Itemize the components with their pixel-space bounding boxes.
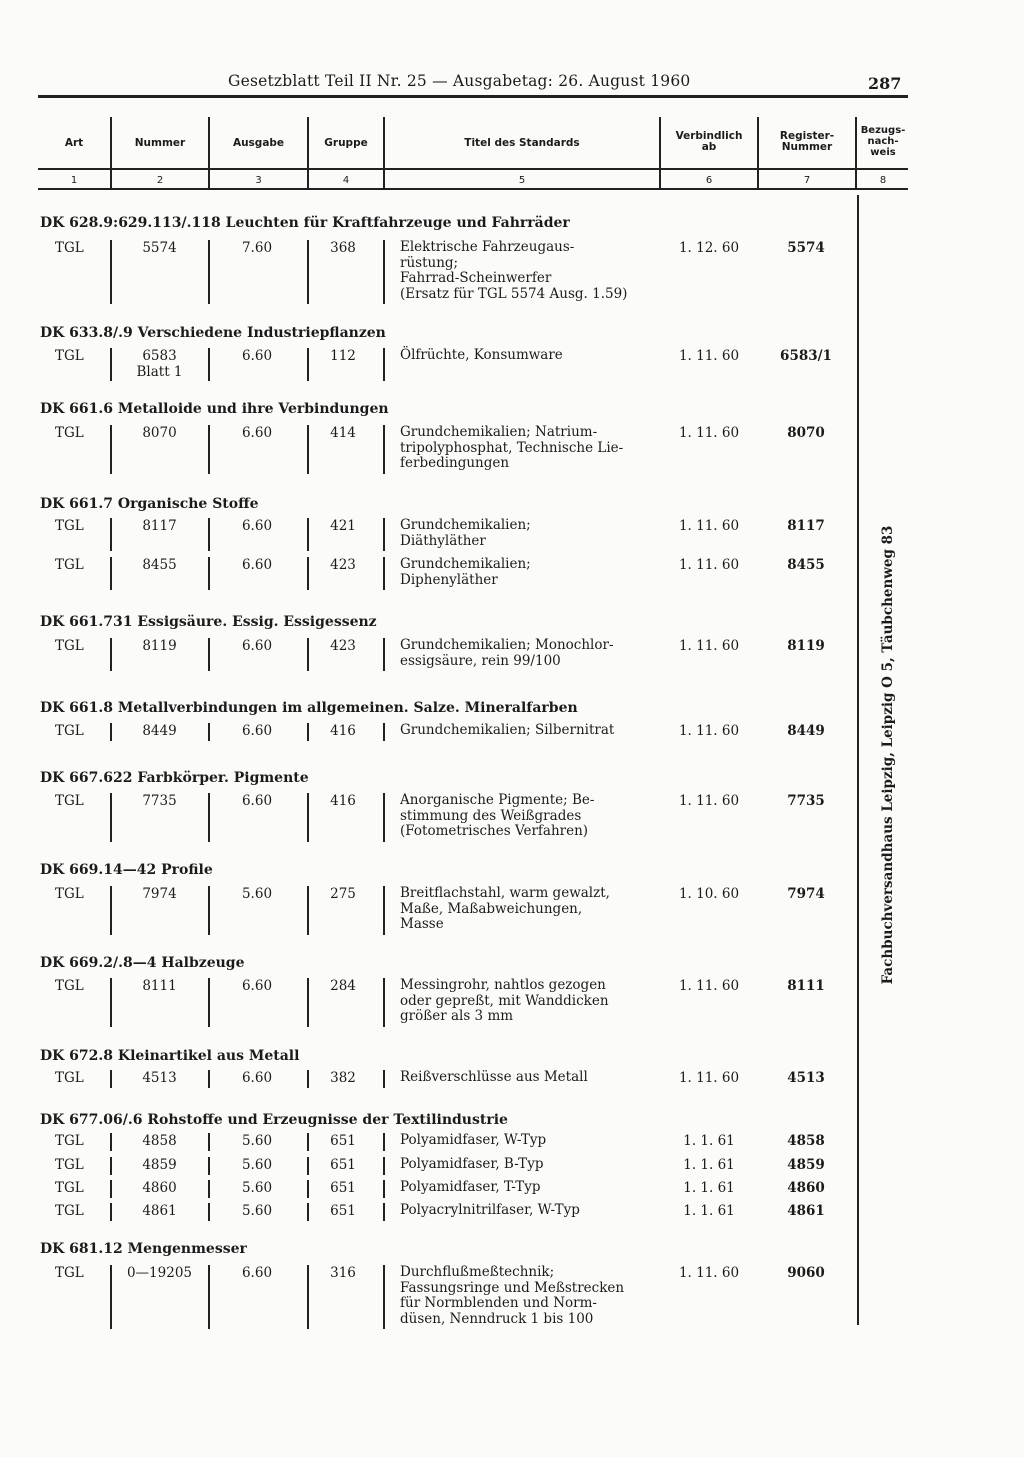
cell-verbindlich: 1. 12. 60 — [678, 240, 740, 256]
section-heading: DK 667.622 Farbkörper. Pigmente — [40, 770, 309, 786]
cell-gruppe: 651 — [330, 1203, 356, 1219]
cell-nummer: 4860 — [142, 1180, 177, 1196]
cell-gruppe: 112 — [330, 348, 356, 364]
cell-verbindlich: 1. 11. 60 — [678, 1070, 740, 1086]
column-bar — [307, 1180, 309, 1198]
cell-gruppe: 423 — [330, 638, 356, 654]
cell-nummer: 4513 — [142, 1070, 177, 1086]
cell-titel-line: Reißverschlüsse aus Metall — [400, 1069, 588, 1085]
cell-verbindlich: 1. 11. 60 — [678, 723, 740, 739]
cell-verbindlich: 1. 11. 60 — [678, 425, 740, 441]
column-bar — [208, 1133, 210, 1151]
cell-art: TGL — [55, 886, 84, 902]
column-bar — [383, 1203, 385, 1221]
col-header-gruppe: Gruppe — [324, 137, 368, 149]
cell-gruppe: 651 — [330, 1180, 356, 1196]
cell-titel-line: Polyamidfaser, T-Typ — [400, 1179, 541, 1195]
column-bar — [307, 557, 309, 590]
cell-ausgabe: 6.60 — [241, 638, 273, 654]
cell-verbindlich: 1. 1. 61 — [683, 1133, 735, 1149]
cell-titel-line: Grundchemikalien; — [400, 556, 531, 572]
cell-art: TGL — [55, 638, 84, 654]
cell-nummer: 8449 — [142, 723, 177, 739]
cell-register: 4860 — [787, 1180, 825, 1196]
section-heading: DK 661.731 Essigsäure. Essig. Essigessenz — [40, 614, 377, 630]
col-number: 2 — [156, 175, 164, 186]
column-bar — [383, 1180, 385, 1198]
column-bar — [307, 723, 309, 741]
column-bar — [307, 1203, 309, 1221]
cell-verbindlich: 1. 1. 61 — [683, 1157, 735, 1173]
cell-gruppe: 423 — [330, 557, 356, 573]
table-row — [0, 517, 860, 549]
cell-art: TGL — [55, 518, 84, 534]
cell-gruppe: 416 — [330, 723, 356, 739]
cell-nummer: 7974 — [142, 886, 177, 902]
section-heading: DK 661.8 Metallverbindungen im allgemeinen. Salze. Mineralfarben — [40, 700, 578, 716]
column-bar — [307, 425, 309, 474]
column-bar — [110, 978, 112, 1027]
column-bar — [307, 1157, 309, 1175]
column-bar — [110, 1203, 112, 1221]
column-bar — [208, 723, 210, 741]
cell-register: 4858 — [787, 1133, 825, 1149]
cell-titel-line: Durchflußmeßtechnik; — [400, 1264, 555, 1280]
cell-art: TGL — [55, 1070, 84, 1086]
column-bar — [307, 518, 309, 551]
cell-titel-line: Ölfrüchte, Konsumware — [400, 347, 563, 363]
cell-gruppe: 368 — [330, 240, 356, 256]
cell-titel-line: essigsäure, rein 99/100 — [400, 652, 561, 669]
col-header-ausgabe: Ausgabe — [232, 137, 285, 149]
col-number: 7 — [803, 175, 811, 186]
column-bar — [383, 1265, 385, 1329]
cell-gruppe: 414 — [330, 425, 356, 441]
cell-titel-line: größer als 3 mm — [400, 1008, 514, 1024]
column-bar — [383, 723, 385, 741]
cell-nummer: 0—19205 — [126, 1265, 193, 1281]
cell-titel-line: düsen, Nenndruck 1 bis 100 — [400, 1310, 594, 1327]
section-heading: DK 681.12 Mengenmesser — [40, 1241, 247, 1257]
cell-verbindlich: 1. 1. 61 — [683, 1180, 735, 1196]
column-bar — [383, 557, 385, 590]
cell-titel-line: stimmung des Weißgrades — [400, 807, 582, 824]
table-row — [0, 1070, 860, 1088]
column-bar — [208, 978, 210, 1027]
column-bar — [383, 1133, 385, 1151]
cell-titel-line: (Ersatz für TGL 5574 Ausg. 1.59) — [400, 285, 628, 302]
cell-gruppe: 651 — [330, 1157, 356, 1173]
cell-register: 8119 — [787, 638, 825, 654]
table-row — [0, 792, 860, 839]
cell-register: 8070 — [787, 425, 825, 441]
column-bar — [208, 1265, 210, 1329]
col-number: 5 — [518, 175, 526, 186]
cell-titel-line: Grundchemikalien; Monochlor- — [400, 637, 614, 653]
table-row — [0, 239, 860, 302]
col-number: 3 — [255, 175, 262, 186]
cell-titel-line: Polyacrylnitrilfaser, W-Typ — [400, 1202, 580, 1218]
cell-nummer: 5574 — [142, 240, 177, 256]
cell-art: TGL — [55, 1157, 84, 1173]
col-header-verbindlich: Verbindlich ab — [675, 130, 743, 153]
cell-ausgabe: 6.60 — [241, 348, 273, 364]
cell-register: 6583/1 — [780, 348, 832, 364]
cell-ausgabe: 6.60 — [241, 425, 273, 441]
cell-ausgabe: 6.60 — [241, 557, 273, 573]
cell-ausgabe: 5.60 — [241, 1203, 273, 1219]
col-header-bezug: Bezugs-nach-weis — [860, 125, 906, 158]
bezugsnachweis-text: Fachbuchversandhaus Leipzig, Leipzig O 5, Täubchenweg 83 — [880, 525, 896, 985]
cell-register: 8111 — [787, 978, 825, 994]
cell-gruppe: 284 — [330, 978, 356, 994]
cell-nummer: 8455 — [142, 557, 177, 573]
column-bar — [110, 1265, 112, 1329]
column-bar — [110, 638, 112, 671]
column-bar — [208, 1180, 210, 1198]
column-bar — [307, 978, 309, 1027]
cell-gruppe: 316 — [330, 1265, 356, 1281]
cell-ausgabe: 7.60 — [241, 240, 273, 256]
cell-art: TGL — [55, 557, 84, 573]
column-bar — [110, 557, 112, 590]
column-bar — [383, 978, 385, 1027]
cell-titel-line: Grundchemikalien; — [400, 517, 531, 533]
column-bar — [110, 1157, 112, 1175]
section-heading: DK 633.8/.9 Verschiedene Industriepflanzen — [40, 325, 386, 341]
col-number: 1 — [70, 175, 78, 186]
column-bar — [383, 638, 385, 671]
column-bar — [307, 1070, 309, 1088]
column-bar — [383, 1070, 385, 1088]
column-bar — [110, 886, 112, 935]
cell-art: TGL — [55, 1133, 84, 1149]
column-bar — [208, 518, 210, 551]
table-row — [0, 1264, 860, 1327]
col-header-nummer: Nummer — [134, 137, 186, 149]
cell-titel-line: rüstung; — [400, 254, 459, 271]
cell-register: 9060 — [787, 1265, 825, 1281]
cell-ausgabe: 6.60 — [241, 723, 273, 739]
cell-gruppe: 421 — [330, 518, 356, 534]
cell-titel-line: Grundchemikalien; Natrium- — [400, 424, 598, 440]
table-row — [0, 977, 860, 1024]
cell-art: TGL — [55, 793, 84, 809]
cell-ausgabe: 5.60 — [241, 1157, 273, 1173]
table-row — [0, 885, 860, 932]
column-bar — [383, 886, 385, 935]
cell-gruppe: 275 — [330, 886, 356, 902]
section-heading: DK 661.7 Organische Stoffe — [40, 496, 259, 512]
cell-ausgabe: 5.60 — [241, 1180, 273, 1196]
cell-verbindlich: 1. 11. 60 — [678, 1265, 740, 1281]
cell-register: 4859 — [787, 1157, 825, 1173]
col-header-art: Art — [64, 137, 84, 149]
col-header-titel: Titel des Standards — [464, 137, 580, 149]
cell-art: TGL — [55, 1203, 84, 1219]
column-bar — [110, 518, 112, 551]
cell-art: TGL — [55, 978, 84, 994]
cell-titel-line: Masse — [400, 916, 444, 932]
cell-ausgabe: 6.60 — [241, 1265, 273, 1281]
table-row — [0, 347, 860, 380]
cell-ausgabe: 6.60 — [241, 793, 273, 809]
col-number: 8 — [879, 175, 887, 186]
column-bar — [307, 1133, 309, 1151]
column-bar — [307, 240, 309, 304]
cell-gruppe: 382 — [330, 1070, 356, 1086]
cell-art: TGL — [55, 1180, 84, 1196]
cell-titel-line: Maße, Maßabweichungen, — [400, 900, 583, 917]
section-heading: DK 661.6 Metalloide und ihre Verbindungen — [40, 401, 389, 417]
cell-ausgabe: 6.60 — [241, 1070, 273, 1086]
table-row — [0, 1180, 860, 1198]
cell-titel-line: Diäthyläther — [400, 532, 486, 549]
cell-nummer: 6583 — [142, 348, 177, 364]
page-header: Gesetzblatt Teil II Nr. 25 — Ausgabetag: 26. August 1960 — [228, 72, 691, 90]
table-row — [0, 1133, 860, 1151]
cell-ausgabe: 5.60 — [241, 886, 273, 902]
column-bar — [307, 793, 309, 842]
cell-ausgabe: 6.60 — [241, 978, 273, 994]
cell-titel-line: Elektrische Fahrzeugaus- — [400, 239, 575, 255]
column-bar — [110, 348, 112, 381]
column-bar — [383, 348, 385, 381]
cell-titel-line: Grundchemikalien; Silbernitrat — [400, 722, 615, 738]
cell-titel-line: Polyamidfaser, W-Typ — [400, 1132, 547, 1148]
column-bar — [110, 240, 112, 304]
cell-titel-line: Anorganische Pigmente; Be- — [400, 792, 595, 808]
column-bar — [383, 240, 385, 304]
cell-register: 7735 — [787, 793, 825, 809]
cell-register: 4861 — [787, 1203, 825, 1219]
page-number: 287 — [868, 74, 902, 93]
cell-register: 5574 — [787, 240, 825, 256]
section-heading: DK 669.14—42 Profile — [40, 862, 213, 878]
cell-art: TGL — [55, 240, 84, 256]
section-heading: DK 677.06/.6 Rohstoffe und Erzeugnisse der Textilindustrie — [40, 1112, 508, 1128]
cell-titel-line: Diphenyläther — [400, 571, 498, 588]
table-row — [0, 424, 860, 471]
cell-titel-line: Fassungsringe und Meßstrecken — [400, 1279, 625, 1296]
column-bar — [208, 793, 210, 842]
cell-titel-line: Messingrohr, nahtlos gezogen — [400, 977, 606, 993]
cell-nummer: 4859 — [142, 1157, 177, 1173]
col-number: 6 — [705, 175, 713, 186]
column-bar — [208, 1070, 210, 1088]
cell-nummer: 8119 — [142, 638, 177, 654]
column-bar — [383, 425, 385, 474]
column-bar — [110, 1070, 112, 1088]
cell-art: TGL — [55, 425, 84, 441]
table-row — [0, 556, 860, 588]
column-bar — [307, 638, 309, 671]
column-bar — [208, 240, 210, 304]
cell-gruppe: 651 — [330, 1133, 356, 1149]
table-row — [0, 637, 860, 669]
column-bar — [208, 886, 210, 935]
column-bar — [208, 638, 210, 671]
bezugsnachweis-note — [873, 520, 903, 990]
table-row — [0, 1157, 860, 1175]
table-row — [0, 723, 860, 741]
cell-register: 8117 — [787, 518, 825, 534]
col-header-register: Register-Nummer — [779, 130, 835, 153]
section-heading: DK 628.9:629.113/.118 Leuchten für Kraftfahrzeuge und Fahrräder — [40, 215, 570, 231]
cell-titel-line: ferbedingungen — [400, 455, 510, 471]
section-heading: DK 672.8 Kleinartikel aus Metall — [40, 1048, 300, 1064]
cell-art: TGL — [55, 348, 84, 364]
column-bar — [208, 348, 210, 381]
cell-titel-line: oder gepreßt, mit Wanddicken — [400, 992, 609, 1009]
cell-nummer-blatt: Blatt 1 — [136, 364, 183, 380]
column-bar — [307, 348, 309, 381]
column-bar — [110, 793, 112, 842]
cell-titel-line: für Normblenden und Norm- — [400, 1295, 597, 1311]
column-bar — [383, 793, 385, 842]
column-bar — [208, 557, 210, 590]
cell-register: 7974 — [787, 886, 825, 902]
cell-art: TGL — [55, 1265, 84, 1281]
column-bar — [110, 1133, 112, 1151]
cell-titel-line: (Fotometrisches Verfahren) — [400, 823, 589, 839]
cell-verbindlich: 1. 11. 60 — [678, 348, 740, 364]
cell-ausgabe: 5.60 — [241, 1133, 273, 1149]
column-bar — [208, 425, 210, 474]
cell-verbindlich: 1. 11. 60 — [678, 557, 740, 573]
column-bar — [110, 425, 112, 474]
cell-verbindlich: 1. 11. 60 — [678, 638, 740, 654]
cell-nummer: 4861 — [142, 1203, 177, 1219]
header-rule — [38, 95, 908, 98]
cell-nummer: 8111 — [142, 978, 177, 994]
col-number: 4 — [342, 175, 350, 186]
cell-gruppe: 416 — [330, 793, 356, 809]
cell-register: 8455 — [787, 557, 825, 573]
cell-titel-line: tripolyphosphat, Technische Lie- — [400, 439, 624, 456]
column-bar — [307, 886, 309, 935]
cell-register: 8449 — [787, 723, 825, 739]
cell-nummer: 4858 — [142, 1133, 177, 1149]
cell-nummer: 7735 — [142, 793, 177, 809]
column-bar — [110, 1180, 112, 1198]
cell-verbindlich: 1. 11. 60 — [678, 793, 740, 809]
column-bar — [383, 518, 385, 551]
cell-verbindlich: 1. 1. 61 — [683, 1203, 735, 1219]
cell-titel-line: Fahrrad-Scheinwerfer — [400, 270, 552, 286]
cell-nummer: 8117 — [142, 518, 177, 534]
cell-nummer: 8070 — [142, 425, 177, 441]
cell-ausgabe: 6.60 — [241, 518, 273, 534]
cell-art: TGL — [55, 723, 84, 739]
column-bar — [307, 1265, 309, 1329]
cell-titel-line: Polyamidfaser, B-Typ — [400, 1156, 544, 1172]
column-bar — [383, 1157, 385, 1175]
table-row — [0, 1203, 860, 1221]
column-bar — [208, 1203, 210, 1221]
cell-titel-line: Breitflachstahl, warm gewalzt, — [400, 885, 610, 901]
section-heading: DK 669.2/.8—4 Halbzeuge — [40, 955, 245, 971]
cell-register: 4513 — [787, 1070, 825, 1086]
cell-verbindlich: 1. 11. 60 — [678, 978, 740, 994]
cell-verbindlich: 1. 11. 60 — [678, 518, 740, 534]
column-bar — [110, 723, 112, 741]
column-bar — [208, 1157, 210, 1175]
cell-verbindlich: 1. 10. 60 — [678, 886, 740, 902]
